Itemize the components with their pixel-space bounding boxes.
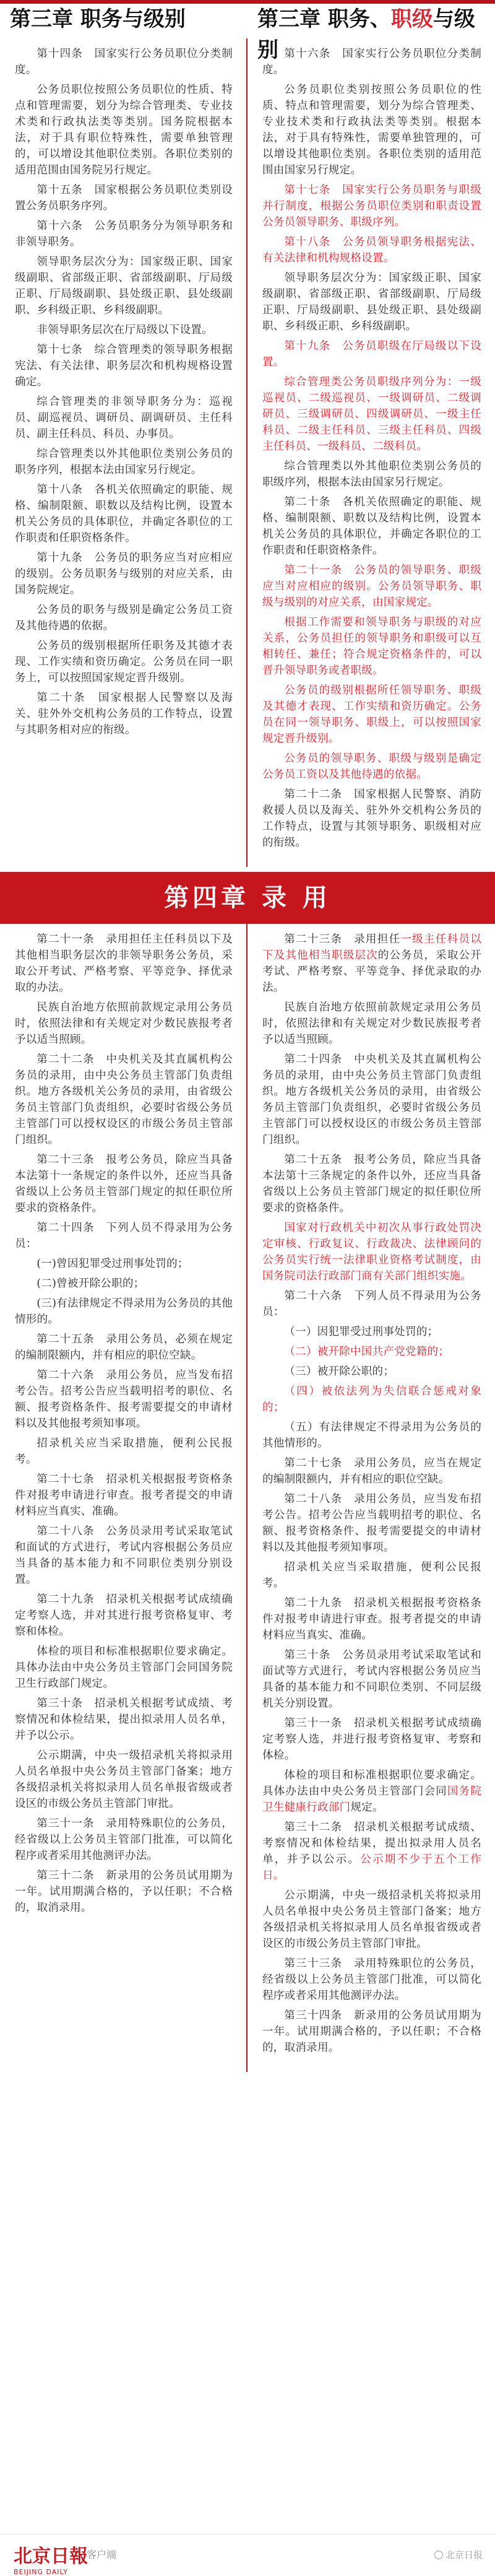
article-paragraph: 根据工作需要和领导职务与职级的对应关系，公务员担任的领导职务和职级可以互相转任、兼任；符合规定资格条件的，可以晋升领导职务或者职级。 [262, 614, 481, 679]
article-paragraph: 第二十一条 公务员的领导职务、职级应当对应相应的级别。公务员领导职务、职级与级别的对应关系，由国家规定。 [262, 562, 481, 611]
article-paragraph: （五）有法律规定不得录用为公务员的其他情形的。 [262, 1419, 481, 1451]
article-paragraph: 公务员职位按照公务员职位的性质、特点和管理需要，划分为综合管理类、专业技术类和行政执法类等类别。国务院根据本法，对于具有职位特殊性，需要单独管理的，可以增设其他职位类别。各职位类别的适用范围由国务院另行规定。 [15, 82, 233, 178]
article-paragraph: （一）因犯罪受过刑事处罚的； [262, 1324, 481, 1340]
article-paragraph: 第三十条 公务员录用考试采取笔试和面试等方式进行，考试内容根据公务员应当具备的基本能力和不同职位类别、不同层级机关分别设置。 [262, 1647, 481, 1712]
chapter-3-columns [0, 38, 495, 867]
client-label: 客户端 [87, 2547, 116, 2561]
article-paragraph: 非领导职务层次在厅局级以下设置。 [15, 322, 233, 338]
article-paragraph: （二）被开除中国共产党党籍的； [262, 1344, 481, 1360]
article-paragraph: 领导职务层次分为：国家级正职、国家级副职、省部级正职、省部级副职、厅局级正职、厅局级副职、县处级正职、县处级副职、乡科级正职、乡科级副职。 [15, 254, 233, 318]
article-paragraph: 综合管理类以外其他职位类别公务员的职级序列，根据本法由国家另行规定。 [262, 458, 481, 490]
article-paragraph: (二)曾被开除公职的； [15, 1276, 233, 1292]
article-paragraph: 第三十四条 新录用的公务员试用期为一年。试用期满合格的，予以任职；不合格的，取消录用。 [262, 2008, 481, 2056]
old-law-column [0, 38, 248, 867]
article-paragraph: 第十八条 公务员领导职务根据宪法、有关法律和机构规格设置。 [262, 234, 481, 266]
article-paragraph: 第十九条 公务员职级在厅局级以下设置。 [262, 338, 481, 370]
article-paragraph: 体检的项目和标准根据职位要求确定。具体办法由中央公务员主管部门会同国务院卫生健康行政部门规定。 [262, 1767, 481, 1816]
logo-text: 北京日報 [14, 2541, 88, 2568]
article-paragraph: 第三十条 招录机关根据考试成绩、考察情况和体检结果，提出拟录用人员名单，并予以公示。 [15, 1695, 233, 1744]
article-paragraph: (三)有法律规定不得录用为公务员的其他情形的。 [15, 1295, 233, 1328]
article-paragraph: 领导职务层次分为：国家级正职、国家级副职、省部级正职、省部级副职、厅局级正职、厅局级副职、县处级正职、县处级副职、乡科级正职、乡科级副职。 [262, 270, 481, 334]
account-icon [434, 2551, 443, 2559]
logo-subtext: BEIJING DAILY [14, 2568, 88, 2576]
article-paragraph: 第三十三条 录用特殊职位的公务员，经省级以上公务员主管部门批准，可以简化程序或者采用其他测评办法。 [262, 1956, 481, 2004]
article-paragraph: 第十五条 国家根据公务员职位类别设置公务员职务序列。 [15, 182, 233, 214]
article-paragraph: 公务员的级别根据所任领导职务、职级及其德才表现、工作实绩和资历确定。公务员在同一领导职务、职级上，可以按照国家规定晋升级别。 [262, 682, 481, 747]
article-paragraph: 第二十六条 录用公务员，应当发布招考公告。招考公告应当载明招考的职位、名额、报考资格条件、报考需要提交的申请材料以及其他报考须知事项。 [15, 1367, 233, 1432]
article-paragraph: 第二十二条 国家根据人民警察、消防救援人员以及海关、驻外外交机构公务员的工作特点，设置与其领导职务、职级相对应的衔级。 [262, 786, 481, 851]
watermark: 北京日报 [434, 2548, 483, 2561]
article-paragraph: 第十九条 公务员的职务应当对应相应的级别。公务员职务与级别的对应关系，由国务院规定。 [15, 550, 233, 598]
article-paragraph: 公务员职位类别按照公务员职位的性质、特点和管理需要，划分为综合管理类、专业技术类和行政执法类等类别。根据本法，对于具有特殊性，需要单独管理的，可以增设其他职位类别。各职位类别的适用范围由国家另行规定。 [262, 82, 481, 178]
article-paragraph: 第二十七条 录用公务员，应当在规定的编制限额内，并有相应的职位空缺。 [262, 1455, 481, 1487]
new-law-column [248, 38, 495, 867]
chapter-3-section [0, 0, 495, 867]
article-paragraph: 国家对行政机关中初次从事行政处罚决定审核、行政复议、行政裁决、法律顾问的公务员实行统一法律职业资格考试制度，由国务院司法行政部门商有关部门组织实施。 [262, 1220, 481, 1284]
article-paragraph: 公务员的级别根据所任职务及其德才表现、工作实绩和资历确定。公务员在同一职务上，可以按照国家规定晋升级别。 [15, 638, 233, 686]
article-paragraph: (一)曾因犯罪受过刑事处罚的； [15, 1256, 233, 1272]
chapter-4-banner: 第四章 录 用 [0, 872, 495, 924]
article-paragraph: 第二十四条 下列人员不得录用为公务员： [15, 1220, 233, 1252]
article-paragraph: 第二十条 各机关依照确定的职能、规格、编制限额、职数以及结构比例，设置本机关公务员的具体职位，并确定各职位的工作职责和任职资格条件。 [262, 494, 481, 559]
article-paragraph: 第二十五条 录用公务员，必须在规定的编制限额内，并有相应的职位空缺。 [15, 1331, 233, 1364]
article-paragraph: 第三十一条 录用特殊职位的公务员，经省级以上公务员主管部门批准，可以简化程序或者采用其他测评办法。 [15, 1816, 233, 1864]
footer-bar [0, 2534, 495, 2574]
chapter-3-title-new: 第三章 职务、职级与级别 [248, 4, 495, 35]
article-paragraph: 第十八条 各机关依照确定的职能、规格、编制限额、职数以及结构比例，设置本机关公务员的具体职位，并确定各职位的工作职责和任职资格条件。 [15, 482, 233, 546]
article-paragraph: （三）被开除公职的； [262, 1364, 481, 1380]
article-paragraph: 第十六条 公务员职务分为领导职务和非领导职务。 [15, 218, 233, 250]
chapter-3-header [0, 0, 495, 38]
chapter-3-title-old: 第三章 职务与级别 [0, 4, 248, 35]
article-paragraph: 综合管理类以外其他职位类别公务员的职务序列，根据本法由国家另行规定。 [15, 446, 233, 478]
article-paragraph: 公务员的领导职务、职级与级别是确定公务员工资以及其他待遇的依据。 [262, 751, 481, 783]
article-paragraph: 第十四条 国家实行公务员职位分类制度。 [15, 46, 233, 78]
article-paragraph: 第十七条 国家实行公务员职务与职级并行制度，根据公务员职位类别和职责设置公务员领导职务、职级序列。 [262, 182, 481, 230]
article-paragraph: （四）被依法列为失信联合惩戒对象的； [262, 1383, 481, 1416]
beijing-daily-logo[interactable] [14, 2541, 88, 2576]
article-paragraph: 招录机关应当采取措施，便利公民报考。 [262, 1559, 481, 1591]
article-paragraph: 招录机关应当采取措施，便利公民报考。 [15, 1435, 233, 1468]
article-paragraph: 第十六条 国家实行公务员职位分类制度。 [262, 46, 481, 78]
article-paragraph: 体检的项目和标准根据职位要求确定。具体办法由中央公务员主管部门会同国务院卫生行政部门规定。 [15, 1643, 233, 1692]
new-law-column [248, 924, 495, 2072]
article-paragraph: 第二十八条 录用公务员，应当发布招考公告。招考公告应当载明招考的职位、名额、报考资格条件、报考需要提交的申请材料以及其他报考须知事项。 [262, 1491, 481, 1556]
article-paragraph: 第二十一条 录用担任主任科员以下及其他相当职务层次的非领导职务公务员，采取公开考试、严格考察、平等竞争、择优录取的办法。 [15, 931, 233, 996]
article-paragraph: 第三十一条 招录机关根据考试成绩确定考察人选，并进行报考资格复审、考察和体检。 [262, 1715, 481, 1764]
article-paragraph: 公示期满，中央一级招录机关将拟录用人员名单报中央公务员主管部门备案；地方各级招录机关将拟录用人员名单报省级或者设区的市级公务员主管部门审批。 [262, 1887, 481, 1952]
chapter-4-columns [0, 924, 495, 2072]
article-paragraph: 第二十三条 报考公务员，除应当具备本法第十一条规定的条件以外，还应当具备省级以上公务员主管部门规定的拟任职位所要求的资格条件。 [15, 1152, 233, 1216]
article-paragraph: 第十七条 综合管理类的领导职务根据宪法、有关法律、职务层次和机构规格设置确定。 [15, 342, 233, 390]
article-paragraph: 第二十九条 招录机关根据报考资格条件对报考申请进行审查。报考者提交的申请材料应当真实、准确。 [262, 1595, 481, 1643]
article-paragraph: 第二十五条 报考公务员，除应当具备本法第十三条规定的条件以外，还应当具备省级以上公务员主管部门规定的拟任职位所要求的资格条件。 [262, 1152, 481, 1216]
article-paragraph: 第二十六条 下列人员不得录用为公务员： [262, 1288, 481, 1320]
article-paragraph: 第三十二条 新录用的公务员试用期为一年。试用期满合格的，予以任职；不合格的，取消录用。 [15, 1868, 233, 1916]
article-paragraph: 民族自治地方依照前款规定录用公务员时，依照法律和有关规定对少数民族报考者予以适当照顾。 [15, 999, 233, 1048]
article-paragraph: 综合管理类公务员职级序列分为：一级巡视员、二级巡视员、一级调研员、二级调研员、三级调研员、四级调研员、一级主任科员、二级主任科员、三级主任科员、四级主任科员、一级科员、二级科员。 [262, 374, 481, 455]
article-paragraph: 第二十三条 录用担任一级主任科员以下及其他相当职级层次的公务员，采取公开考试、严格考察、平等竞争、择优录取的办法。 [262, 931, 481, 996]
article-paragraph: 第二十八条 公务员录用考试采取笔试和面试的方式进行，考试内容根据公务员应当具备的基本能力和不同职位类别分别设置。 [15, 1523, 233, 1588]
article-paragraph: 第二十条 国家根据人民警察以及海关、驻外外交机构公务员的工作特点，设置与其职务相对应的衔级。 [15, 690, 233, 738]
chapter-4-section [0, 872, 495, 2072]
article-paragraph: 第二十七条 招录机关根据报考资格条件对报考申请进行审查。报考者提交的申请材料应当真实、准确。 [15, 1471, 233, 1520]
article-paragraph: 第二十二条 中央机关及其直属机构公务员的录用，由中央公务员主管部门负责组织。地方各级机关公务员的录用，由省级公务员主管部门负责组织，必要时省级公务员主管部门可以授权设区的市级公务员主管部门组织。 [15, 1051, 233, 1148]
article-paragraph: 第二十九条 招录机关根据考试成绩确定考察人选，并对其进行报考资格复审、考察和体检。 [15, 1591, 233, 1640]
old-law-column [0, 924, 248, 2072]
article-paragraph: 第三十二条 招录机关根据考试成绩、考察情况和体检结果，提出拟录用人员名单，并予以公示。公示期不少于五个工作日。 [262, 1819, 481, 1884]
article-paragraph: 综合管理类的非领导职务分为：巡视员、副巡视员、调研员、副调研员、主任科员、副主任科员、科员、办事员。 [15, 394, 233, 442]
article-paragraph: 公示期满，中央一级招录机关将拟录用人员名单报中央公务员主管部门备案；地方各级招录机关将拟录用人员名单报省级或者设区的市级公务员主管部门审批。 [15, 1747, 233, 1812]
article-paragraph: 公务员的职务与级别是确定公务员工资及其他待遇的依据。 [15, 602, 233, 634]
article-paragraph: 第二十四条 中央机关及其直属机构公务员的录用，由中央公务员主管部门负责组织。地方各级机关公务员的录用，由省级公务员主管部门负责组织，必要时省级公务员主管部门可以授权设区的市级公务员主管部门组织。 [262, 1051, 481, 1148]
article-paragraph: 民族自治地方依照前款规定录用公务员时，依照法律和有关规定对少数民族报考者予以适当照顾。 [262, 999, 481, 1048]
